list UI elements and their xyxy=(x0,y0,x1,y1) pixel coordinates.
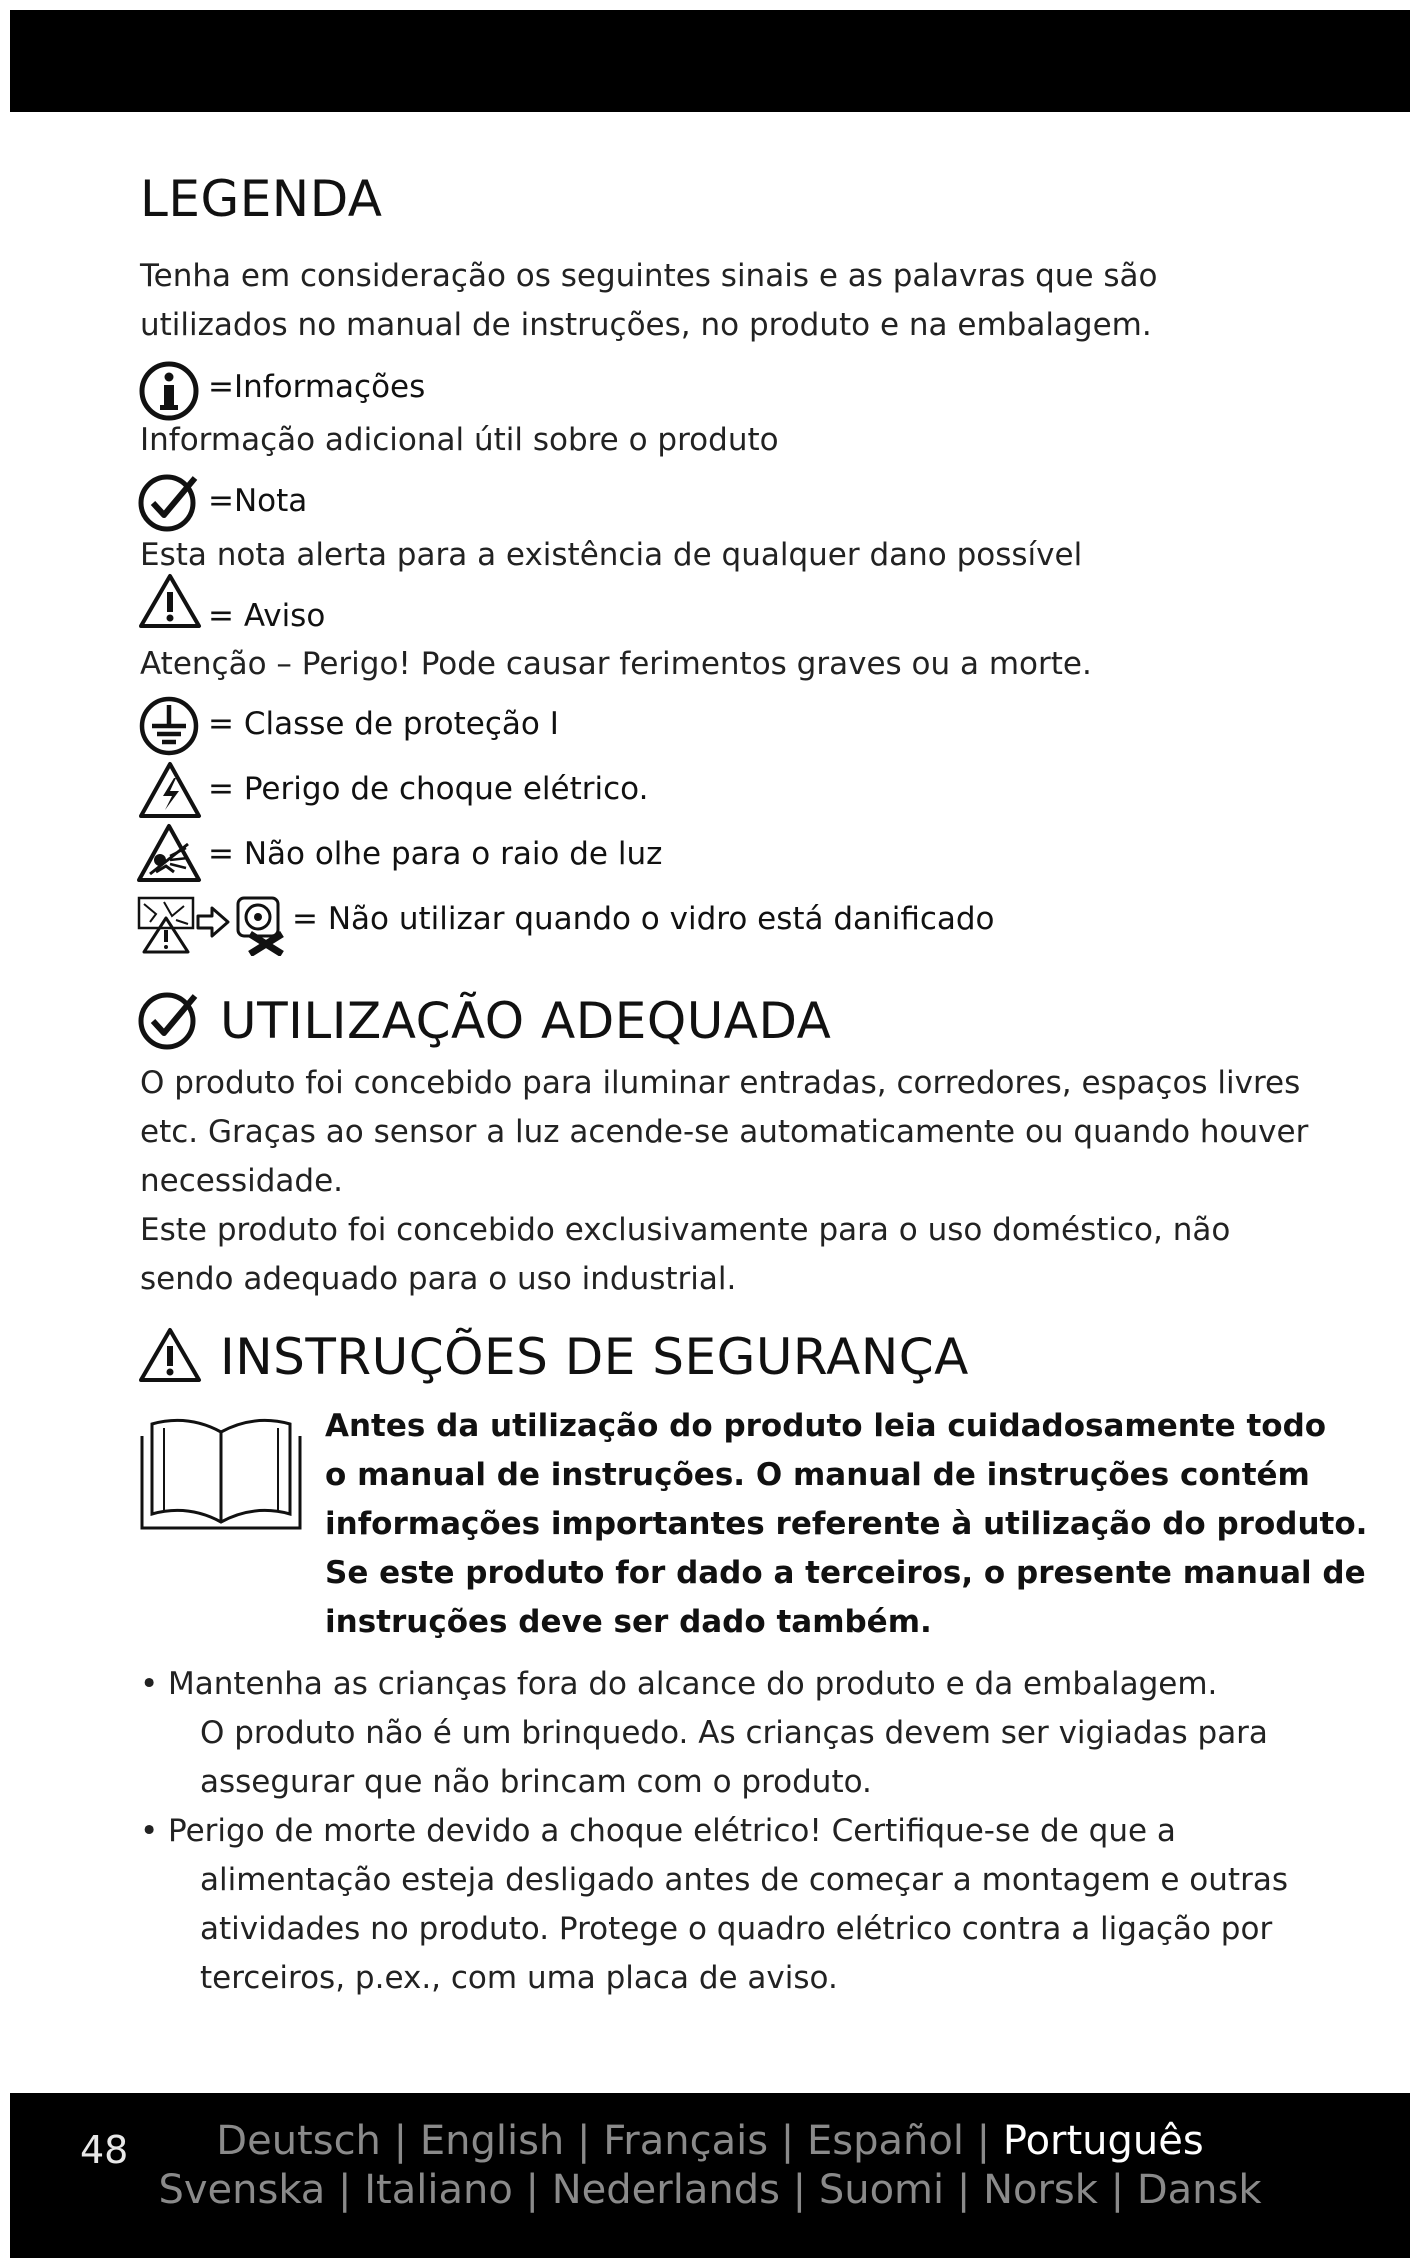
warning-description: Atenção – Perigo! Pode causar ferimentos graves ou a morte. xyxy=(140,646,1092,682)
class1-label: = Classe de proteção I xyxy=(208,706,559,742)
page-number: 48 xyxy=(80,2128,129,2172)
legend-intro-line-1: Tenha em consideração os seguintes sinais e as palavras que são xyxy=(140,258,1158,294)
lang-separator: | xyxy=(792,2167,807,2213)
header-bar xyxy=(10,10,1410,112)
ground-protection-icon xyxy=(138,695,200,757)
lang-deutsch[interactable]: Deutsch xyxy=(216,2118,381,2164)
beam-label: = Não olhe para o raio de luz xyxy=(208,836,663,872)
manual-line-5: instruções deve ser dado também. xyxy=(325,1604,932,1640)
note-description: Esta nota alerta para a existência de qualquer dano possível xyxy=(140,537,1083,573)
usage-line-3: necessidade. xyxy=(140,1163,344,1199)
lang-francais[interactable]: Français xyxy=(603,2118,769,2164)
legend-title: LEGENDA xyxy=(140,170,383,228)
safety-warning-icon xyxy=(138,1326,202,1384)
usage-line-4: Este produto foi concebido exclusivamente para o uso doméstico, não xyxy=(140,1212,1231,1248)
bullet-2-line-3: atividades no produto. Protege o quadro elétrico contra a ligação por xyxy=(200,1911,1273,1947)
usage-line-2: etc. Graças ao sensor a luz acende-se automaticamente ou quando houver xyxy=(140,1114,1309,1150)
lang-separator: | xyxy=(525,2167,540,2213)
electric-shock-icon xyxy=(138,760,202,820)
lang-nederlands[interactable]: Nederlands xyxy=(551,2167,780,2213)
bullet-2-dot: • xyxy=(140,1813,159,1849)
usage-title: UTILIZAÇÃO ADEQUADA xyxy=(220,992,832,1050)
manual-line-2: o manual de instruções. O manual de instruções contém xyxy=(325,1457,1310,1493)
safety-title: INSTRUÇÕES DE SEGURANÇA xyxy=(220,1328,969,1386)
lang-espanol[interactable]: Español xyxy=(807,2118,964,2164)
lang-separator: | xyxy=(393,2118,408,2164)
shock-label: = Perigo de choque elétrico. xyxy=(208,771,649,807)
language-row-1 xyxy=(10,2118,1410,2164)
lang-separator: | xyxy=(1110,2167,1125,2213)
manual-line-4: Se este produto for dado a terceiros, o presente manual de xyxy=(325,1555,1366,1591)
lang-separator: | xyxy=(577,2118,591,2164)
bullet-1-line-3: assegurar que não brincam com o produto. xyxy=(200,1764,872,1800)
lang-separator: | xyxy=(338,2167,352,2213)
lang-svenska[interactable]: Svenska xyxy=(158,2167,326,2213)
bullet-2-line-2: alimentação esteja desligado antes de começar a montagem e outras xyxy=(200,1862,1288,1898)
bullet-1-line-2: O produto não é um brinquedo. As crianças devem ser vigiadas para xyxy=(200,1715,1268,1751)
lang-english[interactable]: English xyxy=(419,2118,565,2164)
check-icon xyxy=(137,472,201,534)
bullet-1-dot: • xyxy=(140,1666,159,1702)
info-label: =Informações xyxy=(208,369,426,405)
manual-line-3: informações importantes referente à utilização do produto. xyxy=(325,1506,1368,1542)
bullet-2-line-4: terceiros, p.ex., com uma placa de aviso. xyxy=(200,1960,838,1996)
lang-separator: | xyxy=(956,2167,971,2213)
manual-line-1: Antes da utilização do produto leia cuidadosamente todo xyxy=(325,1408,1327,1444)
bullet-2-line-1: Perigo de morte devido a choque elétrico! Certifique-se de que a xyxy=(168,1813,1176,1849)
glass-label: = Não utilizar quando o vidro está danificado xyxy=(292,901,995,937)
bullet-1-line-1: Mantenha as crianças fora do alcance do produto e da embalagem. xyxy=(168,1666,1218,1702)
note-label: =Nota xyxy=(208,483,308,519)
read-manual-book-icon xyxy=(138,1410,304,1534)
info-description: Informação adicional útil sobre o produto xyxy=(140,422,779,458)
lang-portugues-active[interactable]: Português xyxy=(1002,2118,1204,2164)
lang-italiano[interactable]: Italiano xyxy=(364,2167,513,2213)
usage-line-1: O produto foi concebido para iluminar entradas, corredores, espaços livres xyxy=(140,1065,1301,1101)
usage-line-5: sendo adequado para o uso industrial. xyxy=(140,1261,737,1297)
lang-dansk[interactable]: Dansk xyxy=(1136,2167,1262,2213)
warning-label: = Aviso xyxy=(208,598,326,634)
lang-separator: | xyxy=(780,2118,795,2164)
lang-separator: | xyxy=(976,2118,991,2164)
lang-suomi[interactable]: Suomi xyxy=(818,2167,945,2213)
no-look-beam-icon xyxy=(136,822,202,884)
damaged-glass-icon xyxy=(136,892,288,956)
warning-triangle-icon xyxy=(138,572,202,630)
usage-check-icon xyxy=(137,990,201,1052)
language-row-2 xyxy=(10,2167,1410,2213)
lang-norsk[interactable]: Norsk xyxy=(983,2167,1098,2213)
legend-intro-line-2: utilizados no manual de instruções, no produto e na embalagem. xyxy=(140,307,1152,343)
info-icon xyxy=(138,360,200,422)
